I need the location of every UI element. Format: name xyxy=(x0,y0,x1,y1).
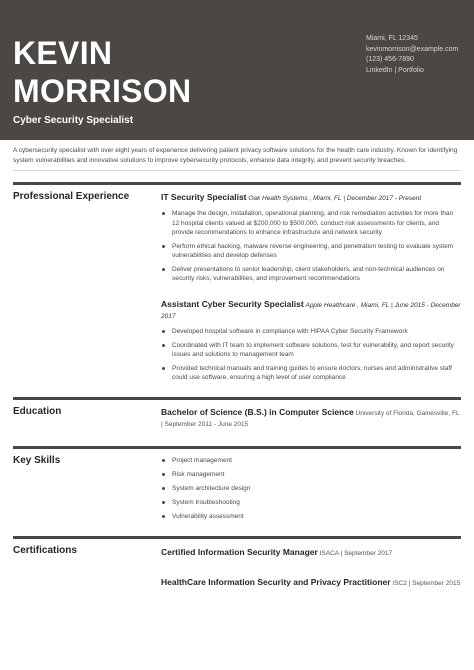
section-divider-skills xyxy=(13,446,461,449)
education-entry xyxy=(161,407,461,430)
list-item: Deliver presentations to senior leadership, client stakeholders, and non-technical audiences on security risks, vulnerabilities, and improvement recommendations xyxy=(161,265,461,284)
job-bullets xyxy=(161,327,461,387)
degree-name: Bachelor of Science (B.S.) in Computer Science xyxy=(161,407,354,417)
summary-text: A cybersecurity specialist with over eight years of experience delivering patient privacy software solutions for the health care industry. Known for identifying system vulnerabilities and innovative solutions to improve cybersecurity protocols, enhance data integrity, and prevent security breaches. xyxy=(13,147,458,164)
list-item: Developed hospital software in compliance with HIPAA Cyber Security Framework xyxy=(161,327,461,337)
list-item: Manage the design, installation, operational planning, and risk remediation activities for more than 12 hospital clients valued at $200,000 to $500,000, conduct risk assessments for clients, and provide recommendations to enhance infrastructure and network security xyxy=(161,209,461,238)
list-item: System troubleshooting xyxy=(161,498,361,508)
certification-details: ISC2 | September 2015 xyxy=(392,580,461,587)
list-item: System architecture design xyxy=(161,484,361,494)
summary-divider xyxy=(13,170,461,171)
job-meta: Oak Health Systems , Miami, FL | December 2017 - Present xyxy=(248,195,422,202)
resume-header xyxy=(0,0,474,140)
section-title-certifications: Certifications xyxy=(13,545,77,556)
contact-block xyxy=(366,34,458,76)
contact-links[interactable]: LinkedIn | Portfolio xyxy=(366,66,424,74)
list-item: Vulnerability assessment xyxy=(161,512,361,522)
list-item: Project management xyxy=(161,456,361,466)
section-title-education: Education xyxy=(13,406,62,417)
section-divider-education xyxy=(13,397,461,400)
section-divider-certifications xyxy=(13,536,461,539)
certification-details: ISACA | September 2017 xyxy=(319,550,393,557)
section-divider-experience xyxy=(13,182,461,185)
degree-details: University of Florida, Gainesville, FL | September 2011 - June 2015 xyxy=(161,410,460,428)
certification-name: Certified Information Security Manager xyxy=(161,547,318,557)
job-header xyxy=(161,299,461,322)
name-last: MORRISON xyxy=(13,73,192,109)
skills-list xyxy=(161,456,361,526)
certification-entry xyxy=(161,577,461,589)
contact-email[interactable]: kevinmorrison@example.com xyxy=(366,45,459,53)
certification-entry xyxy=(161,547,461,559)
name-first: KEVIN xyxy=(13,35,113,71)
list-item: Coordinated with IT team to implement software solutions, test for vulnerability, and report security issues and solutions to management team xyxy=(161,341,461,360)
job-role: Assistant Cyber Security Specialist xyxy=(161,299,304,309)
job-title: Cyber Security Specialist xyxy=(13,115,134,126)
list-item: Perform ethical hacking, malware reverse engineering, and penetration testing to evaluate system vulnerabilities and develop defenses xyxy=(161,242,461,261)
section-title-experience: Professional Experience xyxy=(13,191,130,202)
section-title-skills: Key Skills xyxy=(13,455,61,466)
job-header xyxy=(161,192,461,204)
contact-phone: (123) 456-7890 xyxy=(366,56,414,63)
job-role: IT Security Specialist xyxy=(161,192,247,202)
candidate-name xyxy=(13,34,191,110)
contact-location: Miami, FL 12345 xyxy=(366,35,418,42)
certification-name: HealthCare Information Security and Privacy Practitioner xyxy=(161,577,391,587)
list-item: Risk management xyxy=(161,470,361,480)
job-meta: Apple Healthcare , Miami, FL | June 2015 - December 2017 xyxy=(161,302,461,320)
list-item: Provided technical manuals and training guides to ensure doctors, nurses and administrative staff could use software, ensuring a high level of user compliance xyxy=(161,364,461,383)
job-bullets xyxy=(161,209,461,288)
